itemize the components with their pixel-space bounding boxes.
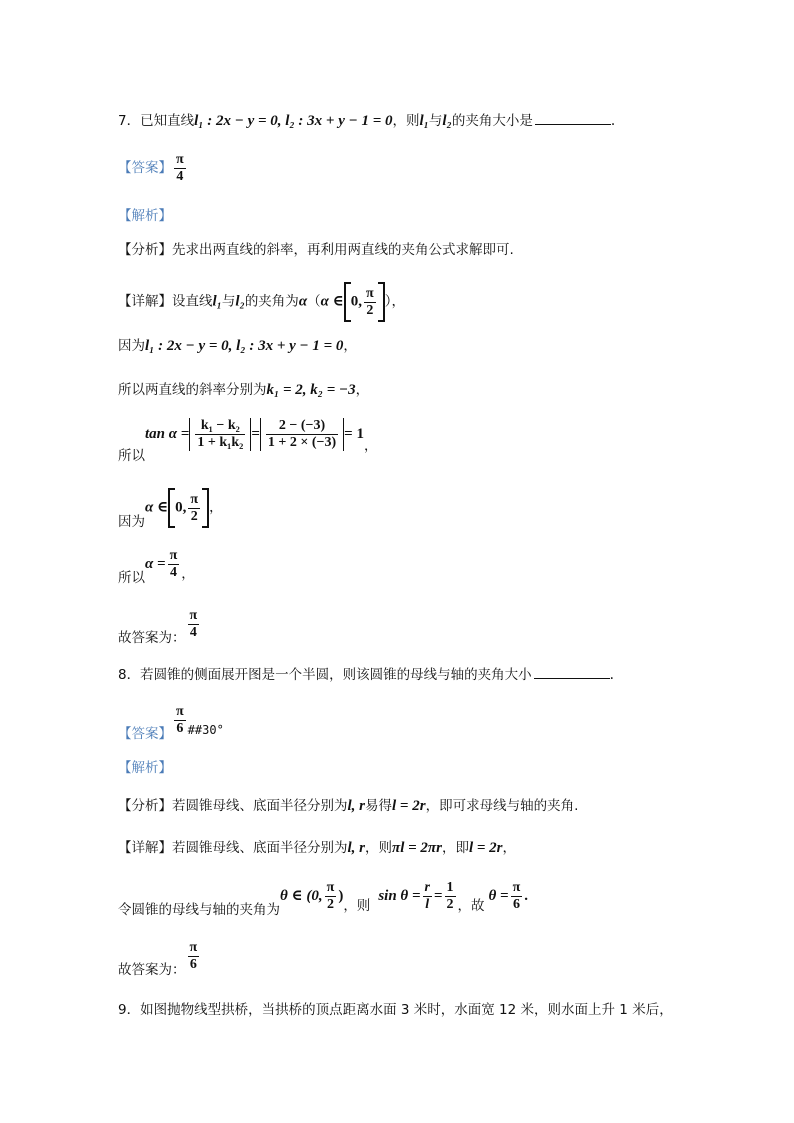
tan: tan α = (145, 426, 190, 442)
l1: l₁ (212, 293, 222, 310)
frac-num: π (190, 491, 199, 507)
text: ，即 (441, 840, 469, 856)
answer-label: 【答案】 (118, 160, 172, 176)
question-9 (118, 1000, 673, 1020)
frac-num: 1 (446, 880, 454, 895)
answer-blank (534, 664, 610, 679)
equation: l = 2r (468, 840, 503, 856)
frac-num: π (176, 152, 184, 167)
q8-detail-1 (118, 838, 516, 858)
frac-den: l (425, 897, 430, 912)
q7-detail-6 (118, 548, 195, 586)
text: 因为 (118, 338, 145, 354)
alpha-in: α ∈ (320, 293, 344, 310)
text: ， (209, 499, 223, 516)
bracket-right (378, 282, 385, 322)
q8-analysis-label (118, 758, 172, 778)
xiangjie-label: 【详解】 (118, 293, 172, 310)
fenxi-label: 【分析】 (118, 798, 172, 814)
zero: 0, (175, 499, 187, 516)
text: 设直线 (172, 293, 213, 310)
frac-den: 6 (189, 957, 197, 972)
equation: πl = 2πr (392, 840, 442, 856)
paren: ）， (384, 293, 405, 310)
text: ，故 (457, 898, 485, 914)
frac-den: 2 (366, 302, 374, 318)
q7-number: 7．已知直线 (118, 113, 195, 129)
q9-text: 9．如图抛物线型拱桥，当拱桥的顶点距离水面 3 米时，水面宽 12 米，则水面上升 1 米后， (118, 1002, 673, 1018)
question-8 (118, 664, 614, 685)
frac-num: π (189, 940, 198, 955)
frac-num: π (176, 704, 184, 719)
result: = 1 (344, 426, 364, 442)
q7-equation: l₁ : 2x − y = 0, l₂ : 3x + y − 1 = 0 (194, 113, 393, 129)
q8-detail-2 (118, 880, 529, 918)
q7-detail-2 (118, 336, 357, 356)
q7-detail-3 (118, 380, 369, 400)
pi-over-2 (364, 286, 376, 319)
fenxi-label: 【分析】 (118, 242, 172, 258)
alt-answer: ##30° (187, 723, 224, 737)
equation: k₁ = 2, k₂ = −3 (266, 382, 356, 398)
q7-l1: l₁ (419, 113, 429, 129)
l-r: l, r (347, 840, 366, 856)
q8-text: 8．若圆锥的侧面展开图是一个半圆，则该圆锥的母线与轴的夹角大小 (118, 667, 532, 683)
text: ， (502, 840, 517, 856)
alpha: α = (145, 556, 166, 572)
equals: = (251, 426, 260, 442)
abs-2 (260, 418, 344, 451)
text: 故答案为： (118, 962, 186, 978)
pi-over-6 (188, 940, 200, 973)
sin: sin θ = (378, 888, 421, 904)
pi-over-6 (174, 704, 186, 737)
equals: = (433, 888, 443, 904)
answer-blank (535, 110, 611, 125)
text: 的夹角为 (244, 293, 299, 310)
q7-detail-5 (118, 488, 223, 528)
r-over-l (423, 880, 432, 913)
period: . (609, 667, 614, 683)
zero: 0, (350, 293, 363, 310)
xiangjie-label: 【详解】 (118, 840, 172, 856)
answer-label: 【答案】 (118, 726, 172, 742)
theta: θ = (488, 888, 509, 904)
q7-fenxi (118, 240, 514, 260)
text: ， (363, 438, 378, 454)
frac-den: 4 (176, 169, 184, 184)
pi-over-4 (188, 608, 200, 641)
text: 所以两直线的斜率分别为 (118, 382, 267, 398)
analysis-label: 【解析】 (118, 208, 172, 224)
text: 所以 (118, 570, 145, 586)
frac-den: 1 + k₁k₂ (197, 435, 244, 450)
text: 令圆锥的母线与轴的夹角为 (118, 902, 280, 918)
l-r: l, r (347, 798, 366, 814)
q7-answer (118, 152, 188, 185)
text: ，则 (365, 840, 393, 856)
paren: ) (338, 888, 344, 904)
text: 若圆锥母线、底面半径分别为 (172, 840, 348, 856)
pi-over-6 (511, 880, 523, 913)
frac-num: π (366, 285, 374, 301)
frac-den: 4 (189, 625, 197, 640)
q7-answer-fraction (174, 152, 186, 185)
l2: l₂ (235, 293, 245, 310)
analysis-label: 【解析】 (118, 760, 172, 776)
text: 故答案为： (118, 630, 186, 646)
frac-den: 6 (512, 897, 520, 912)
theta-in: θ ∈ (0, (280, 888, 323, 904)
q8-answer (118, 704, 224, 742)
fraction (195, 418, 245, 451)
frac-num: π (189, 608, 198, 623)
question-7 (118, 110, 615, 131)
frac-num: π (169, 548, 178, 563)
text: ， (343, 338, 357, 354)
frac-den: 6 (176, 721, 184, 736)
alpha-in: α ∈ (145, 499, 169, 516)
text: ， (355, 382, 370, 398)
frac-num: r (424, 880, 430, 895)
text: ，则 (343, 898, 371, 914)
period: . (524, 888, 529, 904)
frac-den: 4 (169, 565, 177, 580)
q8-final-answer (118, 940, 201, 978)
q7-detail-4 (118, 418, 378, 464)
q7-analysis-label (118, 206, 172, 226)
one-half (445, 880, 456, 913)
frac-num: k₁ − k₂ (195, 418, 245, 435)
equation: l₁ : 2x − y = 0, l₂ : 3x + y − 1 = 0 (145, 338, 344, 354)
q7-text-mid: ，则 (392, 113, 420, 129)
q7-detail-1 (118, 282, 405, 322)
text: 所以 (118, 448, 145, 464)
q7-text-tail: 的夹角大小是 (451, 113, 533, 129)
abs-1 (189, 418, 251, 451)
text: 易得 (365, 798, 393, 814)
q7-period: . (610, 113, 616, 129)
paren: （ (307, 293, 321, 310)
fraction (266, 418, 338, 451)
text: 若圆锥母线、底面半径分别为 (172, 798, 348, 814)
frac-den: 2 (190, 508, 198, 524)
fenxi-text: 先求出两直线的斜率，再利用两直线的夹角公式求解即可. (172, 242, 514, 258)
q7-and: 与 (428, 113, 443, 129)
equation: l = 2r (392, 798, 426, 814)
pi-over-4 (168, 548, 180, 581)
frac-den: 1 + 2 × (−3) (267, 435, 337, 450)
pi-over-2 (325, 880, 337, 913)
pi-over-2 (188, 492, 200, 525)
q7-final-answer (118, 608, 201, 646)
alpha: α (298, 293, 308, 310)
text: ， (181, 566, 195, 582)
frac-num: 2 − (−3) (266, 418, 338, 435)
q8-fenxi (118, 796, 578, 816)
bracket-left (344, 282, 351, 322)
text: 因为 (118, 513, 145, 530)
frac-num: π (326, 880, 335, 895)
frac-den: 2 (326, 897, 334, 912)
frac-num: π (512, 880, 521, 895)
text: 与 (221, 293, 236, 310)
frac-den: 2 (446, 897, 454, 912)
q7-l2: l₂ (442, 113, 452, 129)
text: ，即可求母线与轴的夹角. (425, 798, 579, 814)
